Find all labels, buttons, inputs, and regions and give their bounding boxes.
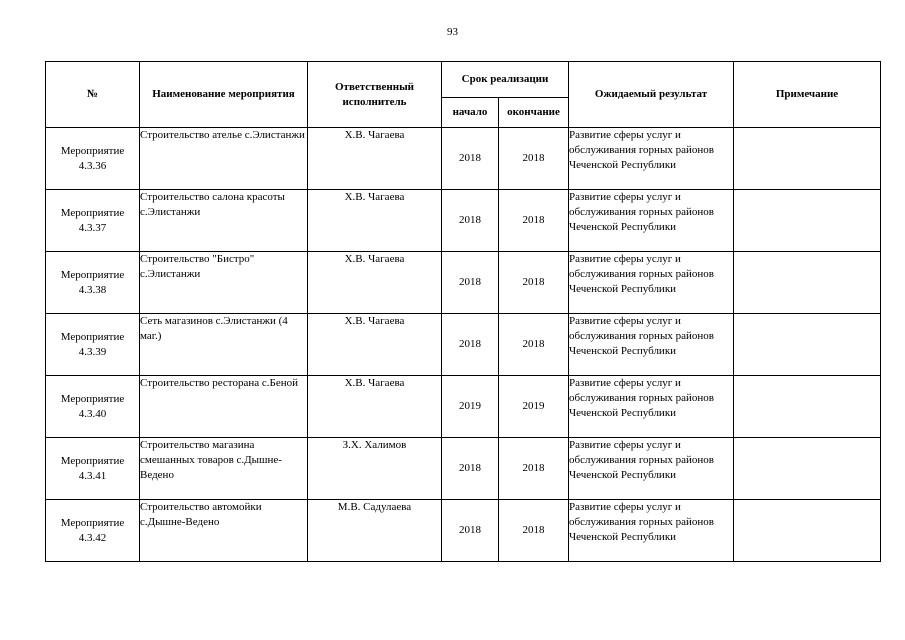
expected-result-cell: Развитие сферы услуг и обслуживания горных районов Чеченской Республики bbox=[569, 128, 734, 190]
note-cell bbox=[734, 438, 881, 500]
responsible-cell: Х.В. Чагаева bbox=[308, 314, 442, 376]
start-year-cell: 2018 bbox=[442, 190, 499, 252]
page-number: 93 bbox=[447, 26, 458, 38]
start-year-cell: 2019 bbox=[442, 376, 499, 438]
table-row bbox=[46, 128, 881, 190]
expected-result-cell: Развитие сферы услуг и обслуживания горных районов Чеченской Республики bbox=[569, 376, 734, 438]
header-end: окончание bbox=[499, 98, 569, 128]
table-row bbox=[46, 500, 881, 562]
note-cell bbox=[734, 500, 881, 562]
responsible-cell: Х.В. Чагаева bbox=[308, 128, 442, 190]
note-cell bbox=[734, 128, 881, 190]
end-year-cell: 2018 bbox=[499, 128, 569, 190]
expected-result-cell: Развитие сферы услуг и обслуживания горных районов Чеченской Республики bbox=[569, 190, 734, 252]
start-year-cell: 2018 bbox=[442, 500, 499, 562]
measure-number-cell: Мероприятие 4.3.40 bbox=[46, 376, 140, 438]
measure-number-cell: Мероприятие 4.3.39 bbox=[46, 314, 140, 376]
end-year-cell: 2018 bbox=[499, 314, 569, 376]
end-year-cell: 2018 bbox=[499, 438, 569, 500]
header-num: № bbox=[46, 62, 140, 128]
start-year-cell: 2018 bbox=[442, 314, 499, 376]
header-responsible: Ответственный исполнитель bbox=[308, 62, 442, 128]
end-year-cell: 2019 bbox=[499, 376, 569, 438]
measure-number-cell: Мероприятие 4.3.41 bbox=[46, 438, 140, 500]
header-start: начало bbox=[442, 98, 499, 128]
header-result: Ожидаемый результат bbox=[569, 62, 734, 128]
responsible-cell: Х.В. Чагаева bbox=[308, 252, 442, 314]
measure-name-cell: Строительство ателье с.Элистанжи bbox=[140, 128, 308, 190]
table-row bbox=[46, 252, 881, 314]
start-year-cell: 2018 bbox=[442, 438, 499, 500]
note-cell bbox=[734, 376, 881, 438]
table-row bbox=[46, 376, 881, 438]
measure-number-cell: Мероприятие 4.3.38 bbox=[46, 252, 140, 314]
measures-table bbox=[45, 61, 881, 562]
responsible-cell: Х.В. Чагаева bbox=[308, 190, 442, 252]
measure-number-cell: Мероприятие 4.3.36 bbox=[46, 128, 140, 190]
measure-name-cell: Строительство ресторана с.Беной bbox=[140, 376, 308, 438]
responsible-cell: З.Х. Халимов bbox=[308, 438, 442, 500]
header-note: Примечание bbox=[734, 62, 881, 128]
expected-result-cell: Развитие сферы услуг и обслуживания горных районов Чеченской Республики bbox=[569, 438, 734, 500]
note-cell bbox=[734, 190, 881, 252]
expected-result-cell: Развитие сферы услуг и обслуживания горных районов Чеченской Республики bbox=[569, 252, 734, 314]
table-body bbox=[46, 128, 881, 562]
note-cell bbox=[734, 252, 881, 314]
header-name: Наименование мероприятия bbox=[140, 62, 308, 128]
end-year-cell: 2018 bbox=[499, 252, 569, 314]
note-cell bbox=[734, 314, 881, 376]
measure-name-cell: Строительство салона красоты с.Элистанжи bbox=[140, 190, 308, 252]
measure-name-cell: Строительство "Бистро" с.Элистанжи bbox=[140, 252, 308, 314]
end-year-cell: 2018 bbox=[499, 190, 569, 252]
measure-name-cell: Сеть магазинов с.Элистанжи (4 маг.) bbox=[140, 314, 308, 376]
responsible-cell: М.В. Садулаева bbox=[308, 500, 442, 562]
table-row bbox=[46, 190, 881, 252]
table-row bbox=[46, 438, 881, 500]
measure-name-cell: Строительство автомойки с.Дышне-Ведено bbox=[140, 500, 308, 562]
start-year-cell: 2018 bbox=[442, 252, 499, 314]
measure-name-cell: Строительство магазина смешанных товаров с.Дышне-Ведено bbox=[140, 438, 308, 500]
measure-number-cell: Мероприятие 4.3.42 bbox=[46, 500, 140, 562]
header-period: Срок реализации bbox=[442, 62, 569, 98]
start-year-cell: 2018 bbox=[442, 128, 499, 190]
expected-result-cell: Развитие сферы услуг и обслуживания горных районов Чеченской Республики bbox=[569, 314, 734, 376]
end-year-cell: 2018 bbox=[499, 500, 569, 562]
expected-result-cell: Развитие сферы услуг и обслуживания горных районов Чеченской Республики bbox=[569, 500, 734, 562]
table-row bbox=[46, 314, 881, 376]
measure-number-cell: Мероприятие 4.3.37 bbox=[46, 190, 140, 252]
responsible-cell: Х.В. Чагаева bbox=[308, 376, 442, 438]
